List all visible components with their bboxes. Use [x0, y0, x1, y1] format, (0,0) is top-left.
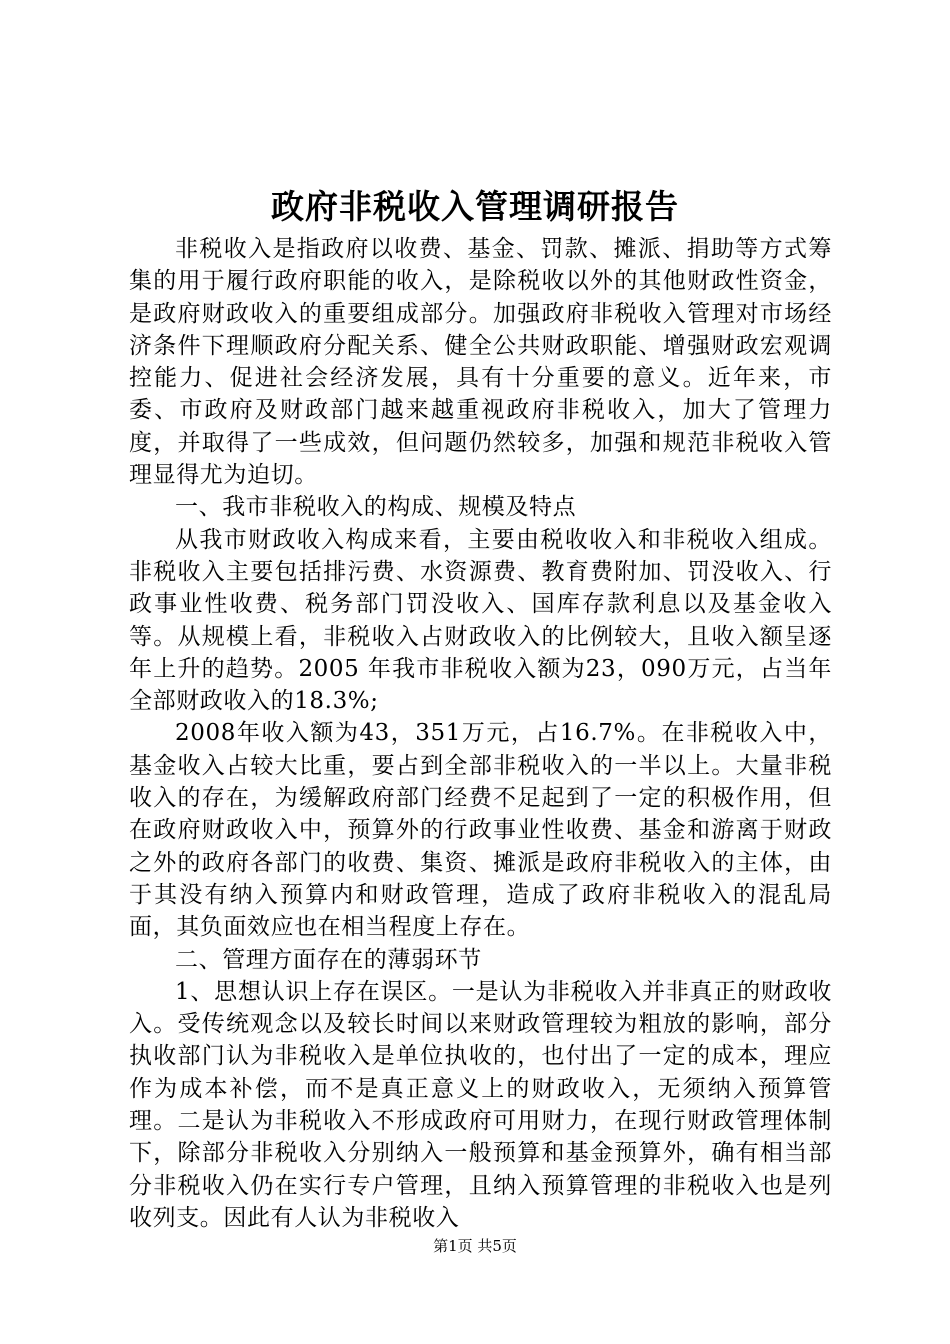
document-body [129, 233, 832, 1234]
page-title: 政府非税收入管理调研报告 [271, 187, 679, 226]
page-number-footer: 第1页 共5页 [433, 1237, 517, 1255]
paragraph-composition: 从我市财政收入构成来看，主要由税收收入和非税收入组成。非税收入主要包括排污费、水资源费、教育费附加、罚没收入、行政事业性收费、税务部门罚没收入、国库存款利息以及基金收入等。从规模上看，非税收入占财政收入的比例较大，且收入额呈逐年上升的趋势。2005 年我市非税收入额为23，090万元，占当年全部财政收入的18.3%; [129, 526, 832, 715]
paragraph-misconceptions: 1、思想认识上存在误区。一是认为非税收入并非真正的财政收入。受传统观念以及较长时间以来财政管理较为粗放的影响，部分执收部门认为非税收入是单位执收的，也付出了一定的成本，理应作为成本补偿，而不是真正意义上的财政收入，无须纳入预算管理。二是认为非税收入不形成政府可用财力，在现行财政管理体制下，除部分非税收入分别纳入一般预算和基金预算外，确有相当部分非税收入仍在实行专户管理，且纳入预算管理的非税收入也是列收列支。因此有人认为非税收入 [129, 978, 832, 1231]
section-heading-1: 一、我市非税收入的构成、规模及特点 [175, 494, 577, 521]
paragraph-intro: 非税收入是指政府以收费、基金、罚款、摊派、捐助等方式筹集的用于履行政府职能的收入，是除税收以外的其他财政性资金，是政府财政收入的重要组成部分。加强政府非税收入管理对市场经济条件下理顺政府分配关系、健全公共财政职能、增强财政宏观调控能力、促进社会经济发展，具有十分重要的意义。近年来，市委、市政府及财政部门越来越重视政府非税收入，加大了管理力度，并取得了一些成效，但问题仍然较多，加强和规范非税收入管理显得尤为迫切。 [129, 236, 832, 489]
section-heading-2: 二、管理方面存在的薄弱环节 [175, 946, 482, 973]
paragraph-scale-2008: 2008年收入额为43，351万元，占16.7%。在非税收入中，基金收入占较大比重，要占到全部非税收入的一半以上。大量非税收入的存在，为缓解政府部门经费不足起到了一定的积极作用，但在政府财政收入中，预算外的行政事业性收费、基金和游离于财政之外的政府各部门的收费、集资、摊派是政府非税收入的主体，由于其没有纳入预算内和财政管理，造成了政府非税收入的混乱局面，其负面效应也在相当程度上存在。 [129, 720, 832, 941]
